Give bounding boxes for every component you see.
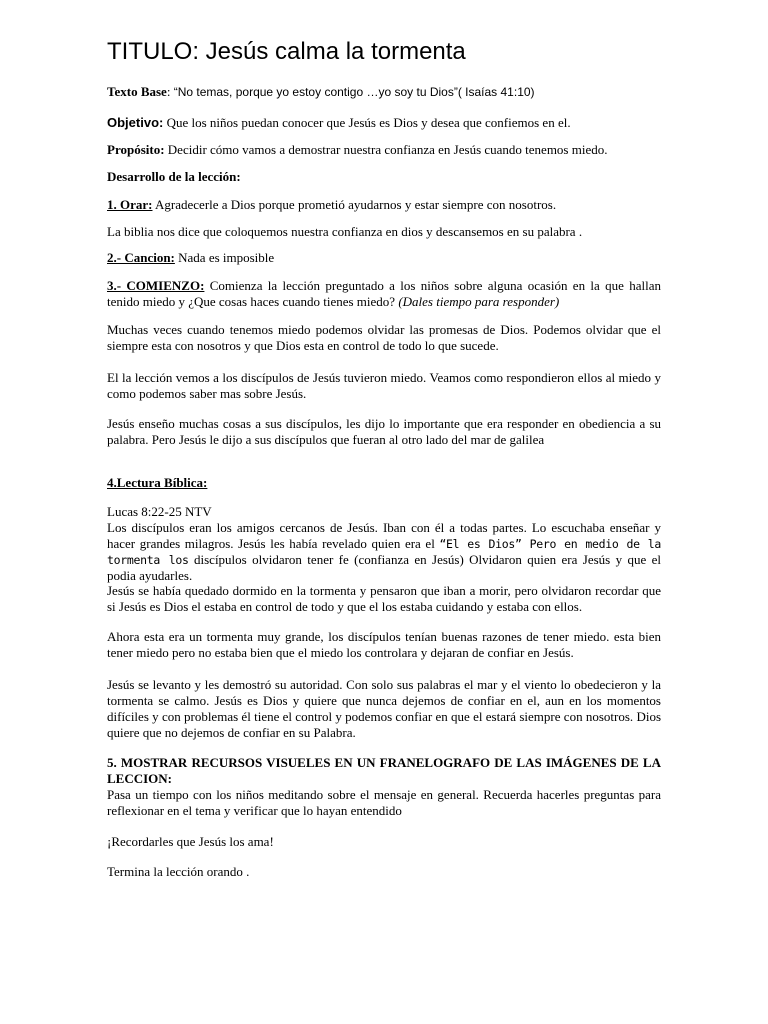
paragraph-dormido: Jesús se había quedado dormido en la tormenta y pensaron que iban a morir, pero olvidaron recordar que si Jesús es Dios el estaba en control de todo y que el los estaba cuidando y estaba con ellos.: [107, 583, 661, 614]
mostrar-heading: 5. MOSTRAR RECURSOS VISUELES EN UN FRANELOGRAFO DE LAS IMÁGENES DE LA LECCION:: [107, 755, 661, 786]
objetivo-line: [107, 115, 661, 131]
paragraph-tormenta: Ahora esta era un tormenta muy grande, los discípulos tenían buenas razones de tener miedo. esta bien tener miedo pero no estaba bien que el miedo los controlara y dejaran de confiar en Jesús.: [107, 629, 661, 660]
biblia-line: La biblia nos dice que coloquemos nuestra confianza en dios y descansemos en su palabra .: [107, 224, 583, 239]
lectura-part2: discípulos olvidaron tener fe (confianza en Jesús) Olvidaron quien era Jesús y que el podia ayudarles.: [107, 552, 662, 583]
termina-line: Termina la lección orando .: [107, 864, 250, 879]
paragraph-muchas-veces: Muchas veces cuando tenemos miedo podemos olvidar las promesas de Dios. Podemos olvidar que el siempre esta con nosotros y que Dios esta en control de todo lo que sucede.: [107, 322, 661, 353]
cancion-label: 2.- Cancion:: [107, 250, 175, 265]
lectura-mono: “El es Dios” Pero en medio de la tormenta los: [107, 537, 661, 567]
desarrollo-heading: Desarrollo de la lección:: [107, 169, 241, 184]
proposito-line: [107, 142, 661, 158]
orar-text: Agradecerle a Dios porque prometió ayudarnos y estar siempre con nosotros.: [152, 197, 557, 212]
page-title: TITULO: Jesús calma la tormenta: [107, 38, 466, 65]
comienzo-italic: (Dales tiempo para responder): [398, 294, 560, 309]
proposito-label: Propósito:: [107, 142, 165, 157]
lucas-reference: Lucas 8:22-25 NTV: [107, 504, 212, 519]
recordarles-line: ¡Recordarles que Jesús los ama!: [107, 834, 274, 849]
paragraph-pasa: Pasa un tiempo con los niños meditando sobre el mensaje en general. Recuerda hacerles preguntas para reflexionar en el tema y verificar que lo hayan entendido: [107, 787, 661, 818]
lectura-part1: Los discípulos eran los amigos cercanos de Jesús. Iban con él a todas partes. Lo escuchaba enseñar y hacer grandes milagros. Jesús les había revelado quien era el: [107, 520, 661, 551]
proposito-text: Decidir cómo vamos a demostrar nuestra confianza en Jesús cuando tenemos miedo.: [164, 142, 608, 157]
texto-base-quote: “No temas, porque yo estoy contigo …yo soy tu Dios”( Isaías 41:10): [173, 85, 535, 99]
texto-base-line: [107, 84, 661, 100]
texto-base-label: Texto Base: [107, 84, 167, 99]
comienzo-paragraph: [107, 278, 661, 310]
orar-label: 1. Orar:: [107, 197, 153, 212]
comienzo-label: 3.- COMIENZO:: [107, 278, 205, 293]
lectura-heading: 4.Lectura Bíblica:: [107, 475, 208, 490]
cancion-line: [107, 250, 661, 266]
lectura-paragraph: [107, 520, 661, 584]
paragraph-leccion: El la lección vemos a los discípulos de Jesús tuvieron miedo. Veamos como respondieron ellos al miedo y como podemos saber mas sobre Jesús.: [107, 370, 661, 401]
orar-line: [107, 197, 661, 213]
texto-base-colon: :: [166, 84, 174, 99]
cancion-text: Nada es imposible: [174, 250, 275, 265]
paragraph-levanto: Jesús se levanto y les demostró su autoridad. Con solo sus palabras el mar y el viento lo obedecieron y la tormenta se calmo. Jesús es Dios y quiere que nunca dejemos de confiar en el, aun en los momentos difíciles y con problemas él tiene el control y podemos confiar en que el estará siempre con nosotros. Dios quiere que no dejemos de confiar en su Palabra.: [107, 677, 661, 740]
comienzo-text: Comienza la lección preguntado a los niños sobre alguna ocasión en la que hallan tenido miedo y ¿Que cosas haces cuando tienes miedo?: [107, 278, 661, 309]
objetivo-label: Objetivo:: [107, 115, 164, 130]
paragraph-jesus-enseno: Jesús enseño muchas cosas a sus discípulos, les dijo lo importante que era responder en obediencia a su palabra. Pero Jesús le dijo a sus discípulos que fueran al otro lado del mar de galilea: [107, 416, 661, 447]
objetivo-text: Que los niños puedan conocer que Jesús es Dios y desea que confiemos en el.: [163, 115, 571, 130]
